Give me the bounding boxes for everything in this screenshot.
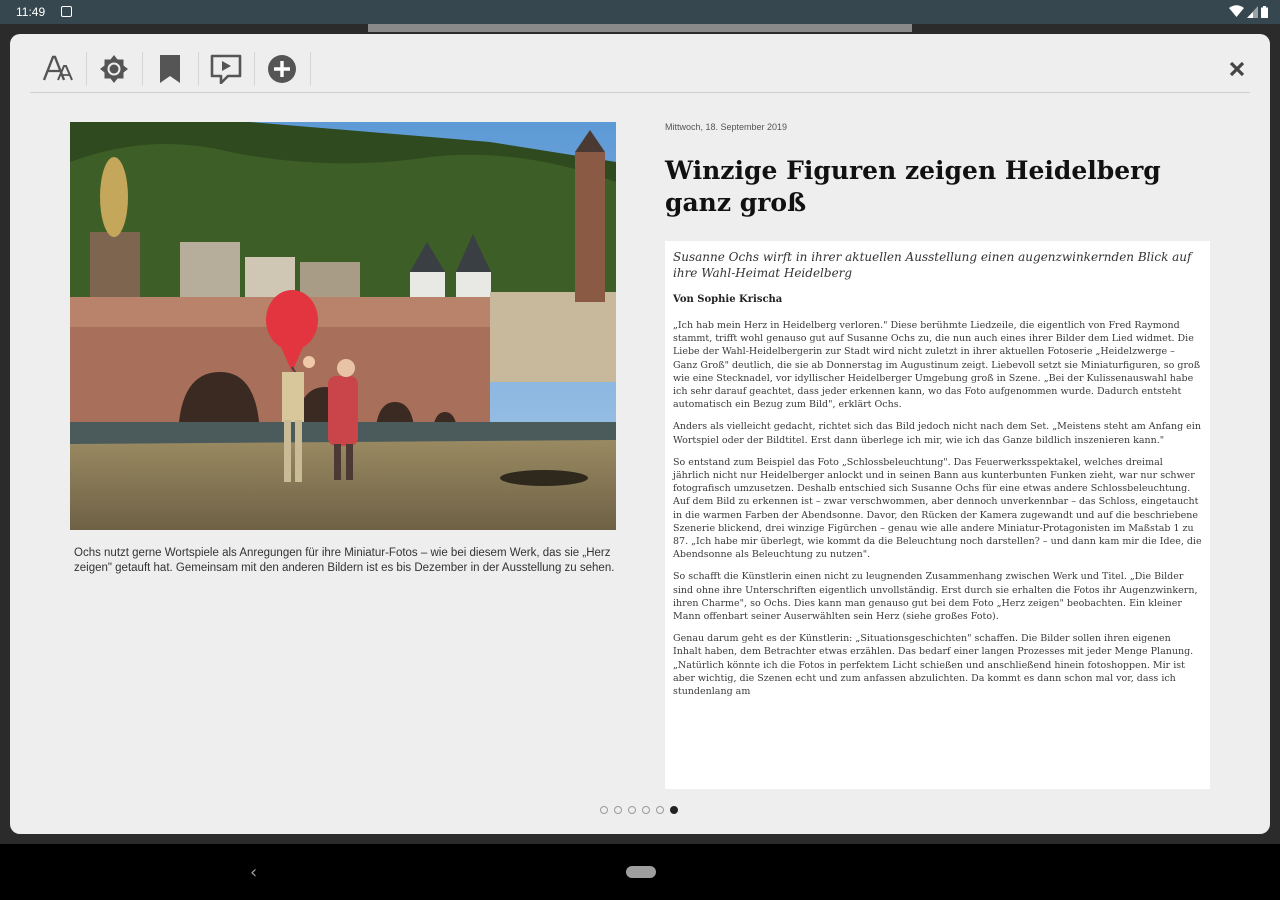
article-body[interactable]: [665, 241, 1210, 789]
wifi-icon: [1229, 5, 1244, 18]
photo-caption: Ochs nutzt gerne Wortspiele als Anregungen für ihre Miniatur-Fotos – wie bei diesem Werk, das sie „Herz zeigen" getauft hat. Gemeinsam mit den anderen Bildern ist es bis Dezember in der Ausstellung zu sehen.: [74, 547, 615, 574]
toolbar-divider: [310, 52, 311, 86]
article-lead: Susanne Ochs wirft in ihrer aktuellen Ausstellung einen augenzwinkernden Blick auf ihre Wahl-Heimat Heidelberg: [673, 250, 1192, 280]
battery-icon: [1261, 6, 1268, 18]
status-bar: [0, 0, 1280, 24]
article-paragraph: „Ich hab mein Herz in Heidelberg verloren." Diese berühmte Liedzeile, die eigentlich von Fred Raymond stammt, trifft wohl genauso gut auf Susanne Ochs zu, die nun auch eines ihrer Bilder dem Lied widmet. Die Liebe der Wahl-Heidelbergerin zur Stadt wird nicht zuletzt in ihrer aktuellen Fotoserie „Heidelzwerge – Ganz Groß" deutlich, die sie ab Donnerstag im Augustinum zeigt. Liebevoll setzt sie Miniaturfiguren, so groß wie eine Stecknadel, vor idyllischer Heidelberger Umgebung groß in Szene. „Bei der Kulissenauswahl habe ich sehr darauf geachtet, dass jeder erkennen kann, wo das Foto aufgenommen wurde. Dadurch entsteht automatisch ein Bezug zum Bild", erklärt Ochs.: [673, 320, 1201, 411]
page-dot[interactable]: [614, 806, 622, 814]
play-video-icon: [210, 54, 242, 84]
home-pill-icon[interactable]: [626, 866, 656, 878]
article-paragraph: Anders als vielleicht gedacht, richtet sich das Bild jedoch nicht nach dem Set. „Meistens steht am Anfang ein Wortspiel oder der Bildtitel. Erst dann überlege ich mir, wie ich das Ganze bildlich inszenieren kann.": [673, 421, 1201, 446]
media-button[interactable]: [198, 46, 254, 92]
bookmark-button[interactable]: [142, 46, 198, 92]
font-size-button[interactable]: [30, 46, 86, 92]
article-dialog: [10, 34, 1270, 834]
font-size-icon: [42, 54, 74, 84]
page-dot[interactable]: [656, 806, 664, 814]
toolbar-divider-line: [30, 92, 1250, 93]
page-dot[interactable]: [628, 806, 636, 814]
brightness-button[interactable]: [86, 46, 142, 92]
signal-icon: [1247, 6, 1258, 18]
article-photo[interactable]: [70, 122, 616, 530]
photo-heidelberg-figures: [70, 122, 616, 530]
bookmark-icon: [159, 54, 181, 84]
article-paragraph: So schafft die Künstlerin einen nicht zu leugnenden Zusammenhang zwischen Werk und Titel. „Die Bilder sind ohne ihre Unterschriften eigentlich unvollständig. Erst durch sie erhalten die Fotos ihr Augenzwinkern, ihren Charme", so Ochs. Dies kann man genauso gut bei dem Foto „Herz zeigen" beobachten. Ein kleiner Mann offenbart seiner Auserwählten sein Herz (siehe großes Foto).: [673, 571, 1198, 623]
close-icon: [1229, 61, 1245, 77]
add-icon: [267, 54, 297, 84]
notification-icon: [61, 6, 72, 17]
article-paragraph: Genau darum geht es der Künstlerin: „Situationsgeschichten" schaffen. Die Bilder sollen ihren eigenen Inhalt haben, dem Betrachter etwas erzählen. Das bedarf einer langen Prozesses mit jeder Menge Planung. „Natürlich könnte ich die Fotos in perfektem Licht schießen und anschließend hinein fotoshoppen. Mir ist aber wichtig, die Szenen echt und zum anfassen abzulichten. Da kommt es dann schon mal vor, dass ich stundenlang am: [673, 633, 1194, 698]
status-icons: [1229, 5, 1268, 18]
page-dot[interactable]: [600, 806, 608, 814]
page-indicator: [600, 806, 678, 814]
background-toolbar: [368, 24, 912, 32]
article-author: Von Sophie Krischa: [673, 294, 783, 305]
article-date: Mittwoch, 18. September 2019: [665, 122, 788, 132]
close-button[interactable]: [1222, 54, 1252, 84]
reader-toolbar: [30, 46, 311, 92]
brightness-icon: [99, 54, 129, 84]
navigation-bar: [0, 844, 1280, 900]
back-icon[interactable]: ‹: [250, 862, 258, 883]
add-button[interactable]: [254, 46, 310, 92]
article-title: Winzige Figuren zeigen Heidelberg ganz groß: [665, 156, 1161, 217]
page-dot[interactable]: [670, 806, 678, 814]
status-time: 11:49: [16, 5, 46, 19]
article-paragraph: So entstand zum Beispiel das Foto „Schlossbeleuchtung". Das Feuerwerksspektakel, welches dreimal jährlich nicht nur Heidelberger anlockt und in seinen Bann aus kunterbunten Funken zieht, war nur schwer fotografisch umzusetzen. Deshalb entschied sich Susanne Ochs für eine etwas andere Schlossbeleuchtung. Auf dem Bild zu erkennen ist – zwar verschwommen, aber dennoch unverkennbar – das Schloss, eingetaucht in die warmen Farben der Abendsonne. Davor, den Rücken der Kamera zugewandt und auf die beschriebene Szenerie blickend, drei winzige Figürchen – genau wie alle andere Miniatur-Protagonisten im Maßstab 1 zu 87. „Ich habe mir überlegt, wie kommt da die Beleuchtung noch darstellen? – und dann kam mir die Idee, die Abendsonne als Beleuchtung zu nutzen".: [673, 456, 1202, 561]
page-dot[interactable]: [642, 806, 650, 814]
